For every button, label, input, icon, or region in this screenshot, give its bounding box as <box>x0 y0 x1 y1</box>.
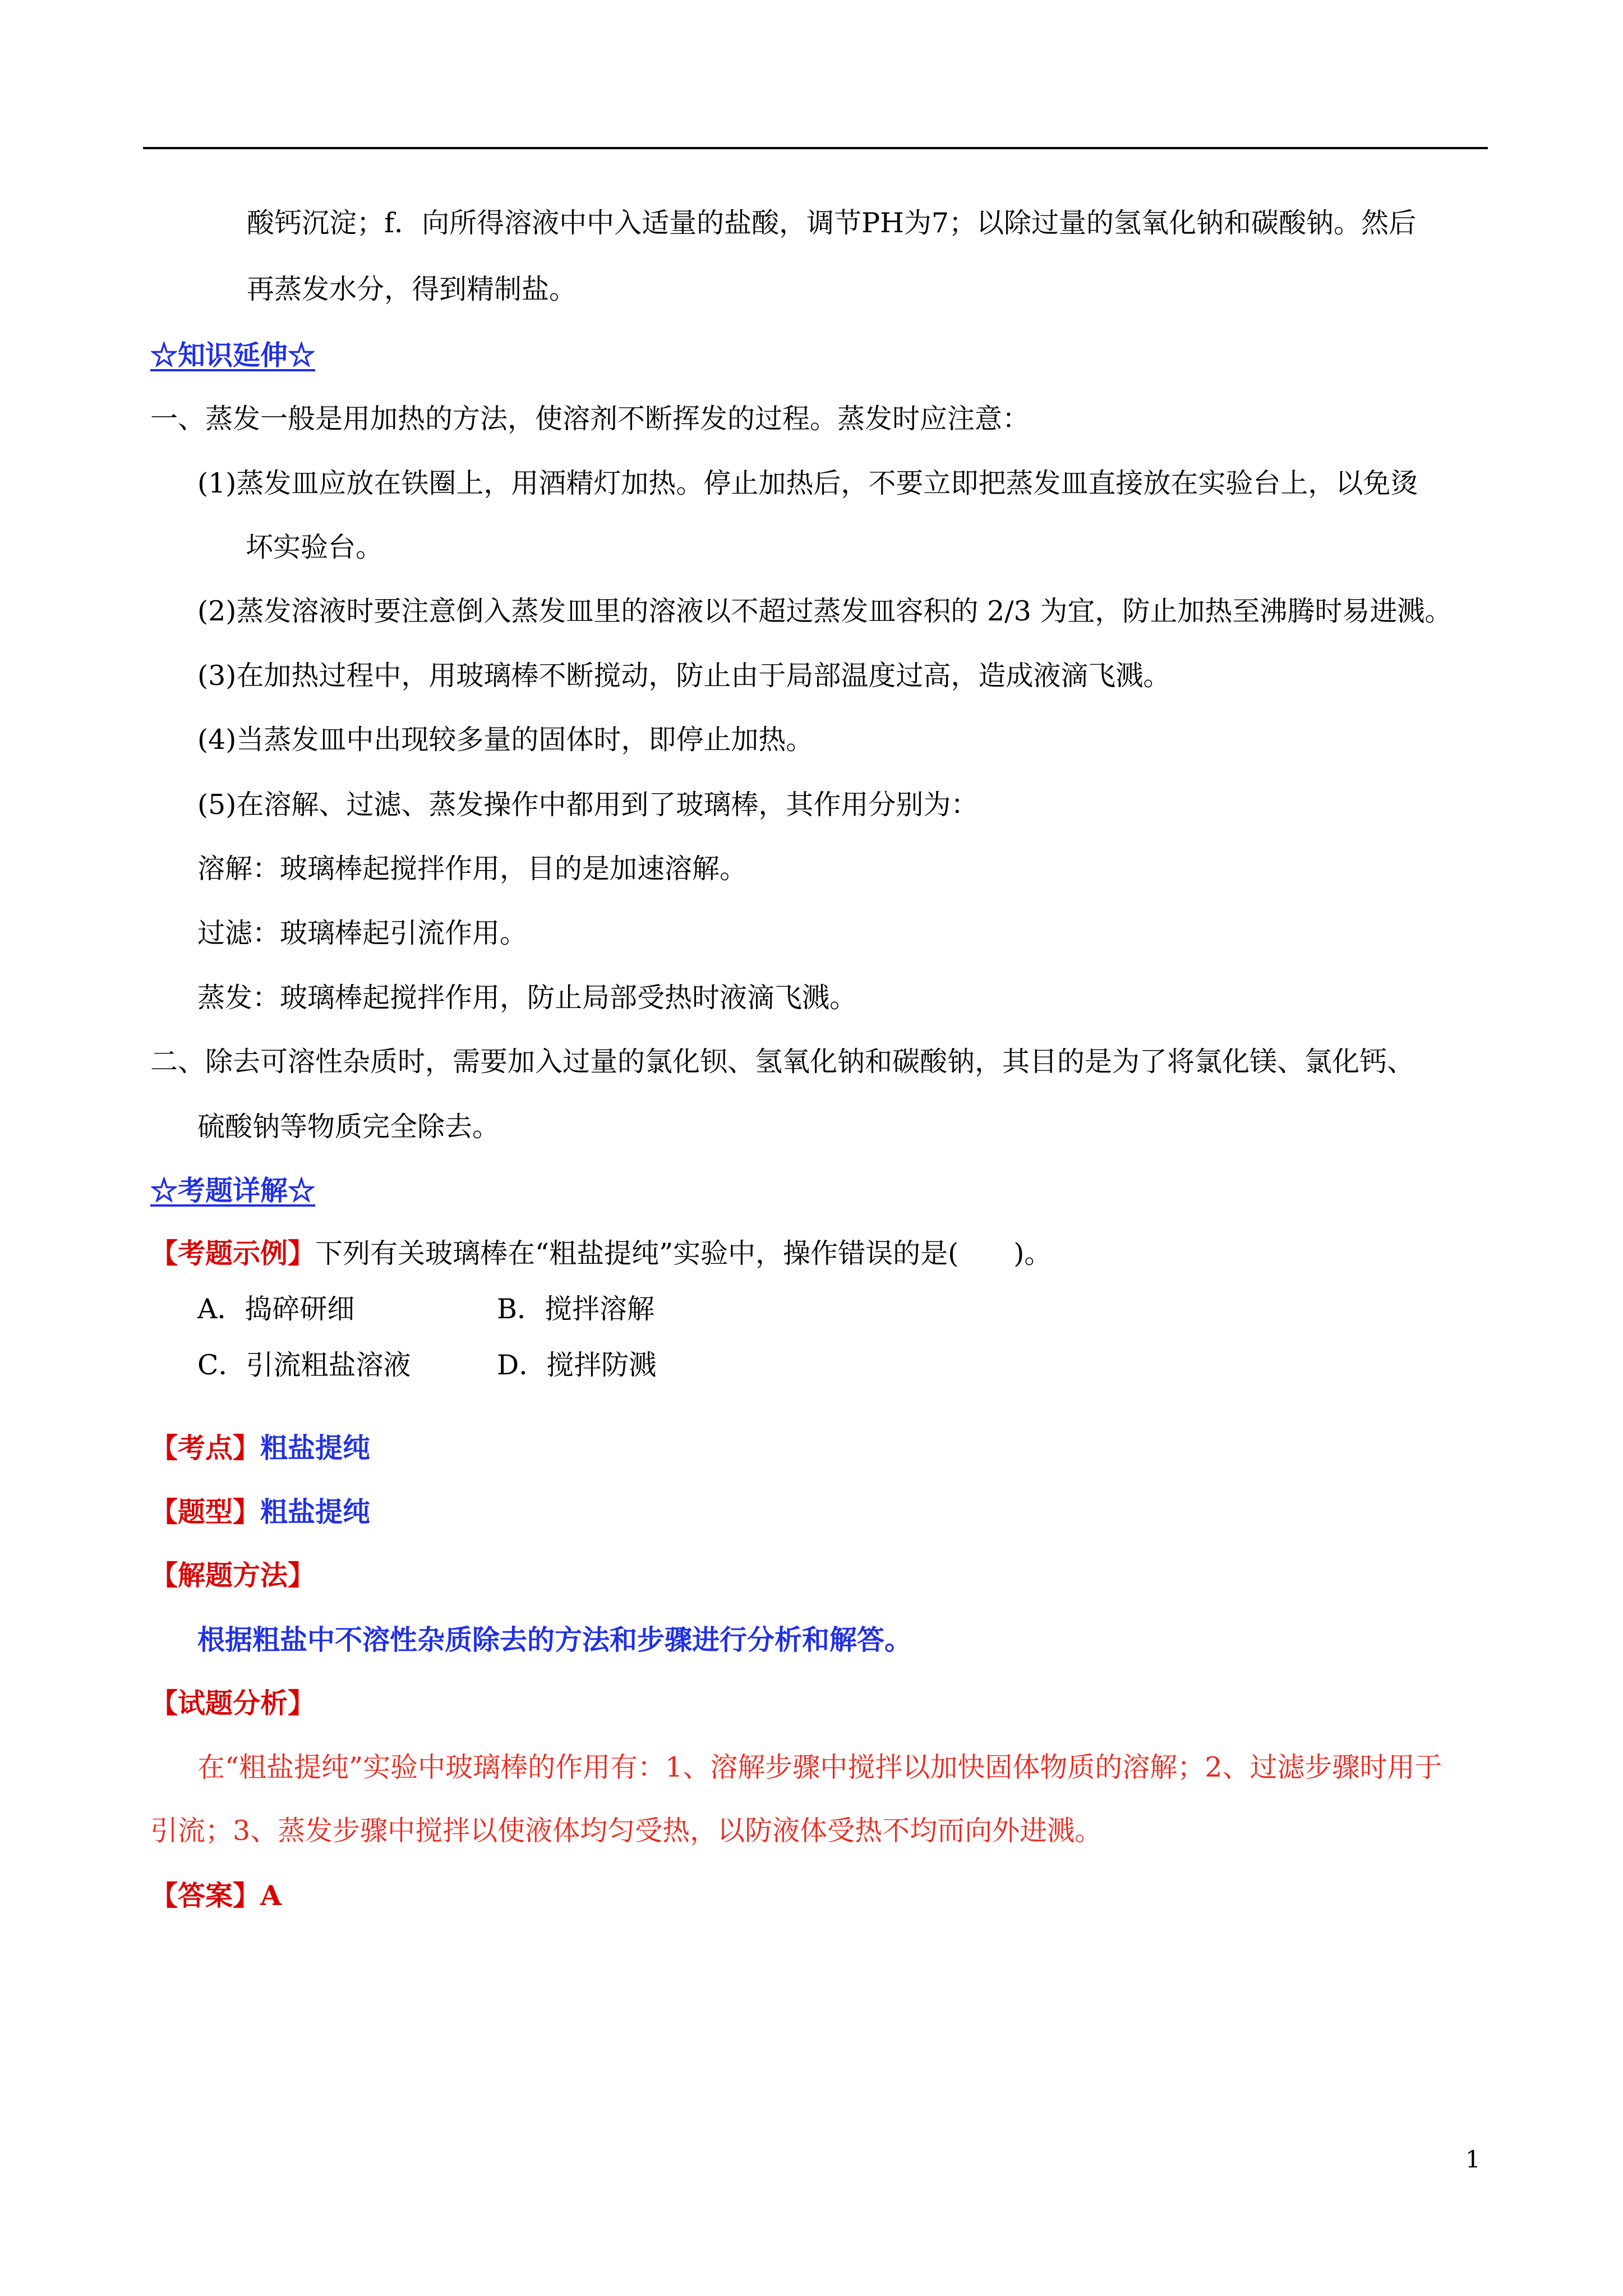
analysis-line1: 在“粗盐提纯”实验中玻璃棒的作用有：1、溶解步骤中搅拌以加快固体物质的溶解；2、过滤步骤时用于 <box>197 1751 1442 1783</box>
answer-line <box>150 1879 282 1913</box>
glass-rod-use-evaporate: 蒸发：玻璃棒起搅拌作用，防止局部受热时液滴飞溅。 <box>197 982 857 1014</box>
exam-example-label: 【考题示例】 <box>150 1237 316 1269</box>
tixing-label: 【题型】 <box>150 1496 261 1528</box>
knowledge-item1: 一、蒸发一般是用加热的方法，使溶剂不断挥发的过程。蒸发时应注意： <box>150 403 1030 435</box>
kaodian-label: 【考点】 <box>150 1432 261 1464</box>
knowledge-extension-heading: ☆知识延伸☆ <box>150 339 316 371</box>
option-c: C．引流粗盐溶液 <box>197 1349 411 1381</box>
note-point-5: (5)在溶解、过滤、蒸发操作中都用到了玻璃棒，其作用分别为： <box>197 789 979 821</box>
tixing-value: 粗盐提纯 <box>260 1496 371 1528</box>
exam-example-line <box>150 1236 1052 1271</box>
knowledge-item2-line2: 硫酸钠等物质完全除去。 <box>197 1111 500 1143</box>
continued-text-line1: 酸钙沉淀；f．向所得溶液中中入适量的盐酸，调节PH为7；以除过量的氢氧化钠和碳酸钠。然后 <box>247 207 1417 239</box>
continued-text-line2: 再蒸发水分，得到精制盐。 <box>247 273 577 305</box>
knowledge-item2-line1: 二、除去可溶性杂质时，需要加入过量的氯化钡、氢氧化钠和碳酸钠，其目的是为了将氯化镁、氯化钙、 <box>150 1046 1415 1078</box>
exam-example-question: 下列有关玻璃棒在“粗盐提纯”实验中，操作错误的是( )。 <box>315 1237 1052 1269</box>
answer-label: 【答案】 <box>150 1879 261 1912</box>
page-number: 1 <box>1465 2146 1481 2173</box>
analysis-line2: 引流；3、蒸发步骤中搅拌以使液体均匀受热，以防液体受热不均而向外进溅。 <box>150 1815 1103 1847</box>
method-text: 根据粗盐中不溶性杂质除去的方法和步骤进行分析和解答。 <box>197 1623 912 1656</box>
note-point-3: (3)在加热过程中，用玻璃棒不断搅动，防止由于局部温度过高，造成液滴飞溅。 <box>197 660 1171 692</box>
note-point-4: (4)当蒸发皿中出现较多量的固体时，即停止加热。 <box>197 724 814 756</box>
exam-detail-heading: ☆考题详解☆ <box>150 1174 316 1207</box>
note-point-1-line2: 坏实验台。 <box>246 531 384 563</box>
glass-rod-use-dissolve: 溶解：玻璃棒起搅拌作用，目的是加速溶解。 <box>197 853 748 885</box>
glass-rod-use-filter: 过滤：玻璃棒起引流作用。 <box>197 917 528 949</box>
option-d: D．搅拌防溅 <box>497 1349 657 1381</box>
note-point-1-line1: (1)蒸发皿应放在铁圈上，用酒精灯加热。停止加热后，不要立即把蒸发皿直接放在实验台上，以免烫 <box>197 467 1418 499</box>
kaodian-line <box>150 1431 370 1465</box>
analysis-label: 【试题分析】 <box>150 1687 316 1719</box>
answer-value: A <box>260 1879 282 1912</box>
kaodian-value: 粗盐提纯 <box>260 1432 371 1464</box>
option-a: A．捣碎研细 <box>197 1293 355 1325</box>
tixing-line <box>150 1495 370 1529</box>
header-rule <box>143 147 1488 149</box>
option-b: B．搅拌溶解 <box>497 1293 655 1325</box>
note-point-2: (2)蒸发溶液时要注意倒入蒸发皿里的溶液以不超过蒸发皿容积的 2/3 为宜，防止加热至沸腾时易进溅。 <box>197 595 1453 627</box>
method-label: 【解题方法】 <box>150 1559 316 1591</box>
